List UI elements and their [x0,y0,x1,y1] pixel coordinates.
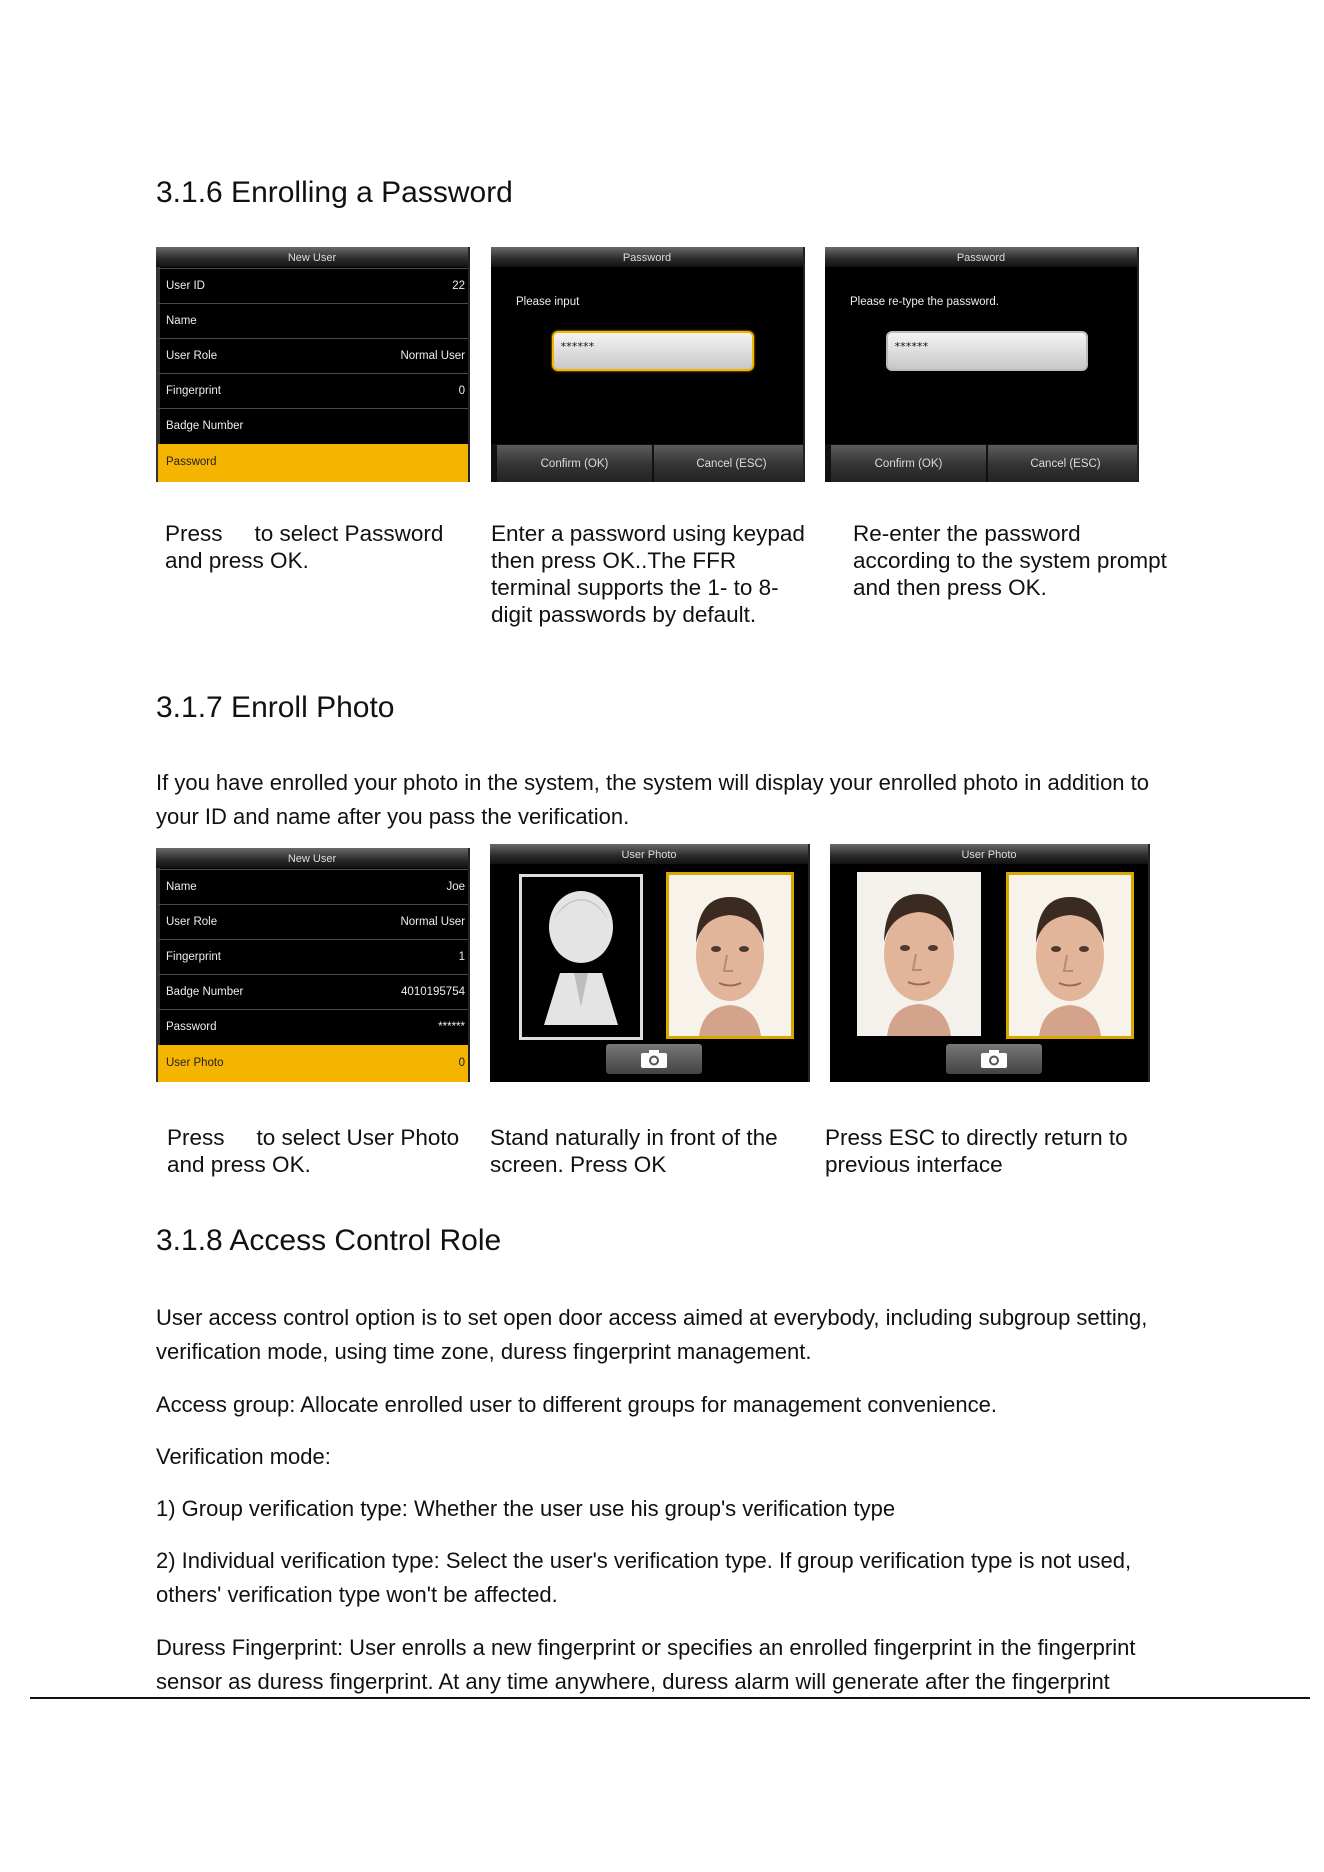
screen-new-user-menu [156,247,470,482]
camera-icon[interactable] [606,1044,702,1074]
menu-row-badge-number[interactable]: Badge Number 4010195754 [158,974,468,1010]
screen-title: Password [825,247,1137,267]
access-control-p5: 2) Individual verification type: Select the user's verification type. If group verification type is not used, others' verification type won't be affected. [156,1548,1132,1607]
enrolled-face-photo [857,872,981,1036]
menu-row-user-photo[interactable]: User Photo 0 [158,1045,468,1082]
caption-reenter-password: Re-enter the password according to the system prompt and then press OK. [853,521,1167,600]
avatar-placeholder-icon [519,874,643,1040]
screen-title: New User [156,247,468,267]
face-photo [1006,872,1134,1039]
face-photo [666,872,794,1039]
menu-row-password[interactable]: Password [158,444,468,482]
password-retype-prompt: Please re-type the password. [850,296,999,308]
caption-select-password: Press to select Password and press OK. [165,521,444,573]
screen-password-retype [825,247,1139,482]
menu-row-name[interactable]: Name [158,303,468,339]
cancel-button[interactable]: Cancel (ESC) [654,445,805,482]
menu-row-fingerprint[interactable]: Fingerprint 0 [158,373,468,409]
enroll-photo-intro: If you have enrolled your photo in the system, the system will display your enrolled photo in addition to your ID and name after you pass the verification. [156,770,1149,829]
screen-title: Password [491,247,803,267]
access-control-p6: Duress Fingerprint: User enrolls a new fingerprint or specifies an enrolled fingerprint in the fingerprint sensor as duress fingerprint. At any time anywhere, duress alarm will generate after the fingerprint [156,1635,1136,1694]
menu-row-password[interactable]: Password ****** [158,1009,468,1045]
password-prompt: Please input [516,296,580,308]
camera-icon[interactable] [946,1044,1042,1074]
section-title-enroll-password: 3.1.6 Enrolling a Password [156,176,513,209]
menu-row-user-role[interactable]: User Role Normal User [158,338,468,374]
menu-row-user-id[interactable]: User ID 22 [158,268,468,304]
screen-password-input [491,247,805,482]
caption-enter-password: Enter a password using keypad then press OK..The FFR terminal supports the 1- to 8-digit passwords by default. [491,521,805,627]
caption-stand-naturally: Stand naturally in front of the screen. Press OK [490,1125,778,1177]
menu-row-user-role[interactable]: User Role Normal User [158,904,468,940]
menu-row-fingerprint[interactable]: Fingerprint 1 [158,939,468,975]
section-title-enroll-photo: 3.1.7 Enroll Photo [156,691,395,724]
screen-new-user-photo-menu [156,848,470,1082]
screen-user-photo-done [830,844,1150,1082]
access-control-p4: 1) Group verification type: Whether the user use his group's verification type [156,1496,896,1521]
screen-user-photo-capture [490,844,810,1082]
caption-press-esc: Press ESC to directly return to previous interface [825,1125,1128,1177]
menu-row-badge-number[interactable]: Badge Number [158,408,468,444]
screen-title: User Photo [490,844,808,864]
confirm-button[interactable]: Confirm (OK) [497,445,653,482]
page-bottom-rule [30,1697,1310,1699]
screen-title: User Photo [830,844,1148,864]
caption-select-user-photo: Press to select User Photo and press OK. [167,1125,460,1177]
password-field[interactable]: ****** [552,331,754,371]
access-control-p2: Access group: Allocate enrolled user to different groups for management convenience. [156,1392,997,1417]
section-title-access-control-role: 3.1.8 Access Control Role [156,1224,502,1257]
cancel-button[interactable]: Cancel (ESC) [988,445,1139,482]
screen-title: New User [156,848,468,868]
password-retype-field[interactable]: ****** [886,331,1088,371]
access-control-p1: User access control option is to set open door access aimed at everybody, including subgroup setting, verification mode, using time zone, duress fingerprint management. [156,1305,1148,1364]
confirm-button[interactable]: Confirm (OK) [831,445,987,482]
menu-row-name[interactable]: Name Joe [158,869,468,905]
access-control-p3: Verification mode: [156,1444,331,1469]
